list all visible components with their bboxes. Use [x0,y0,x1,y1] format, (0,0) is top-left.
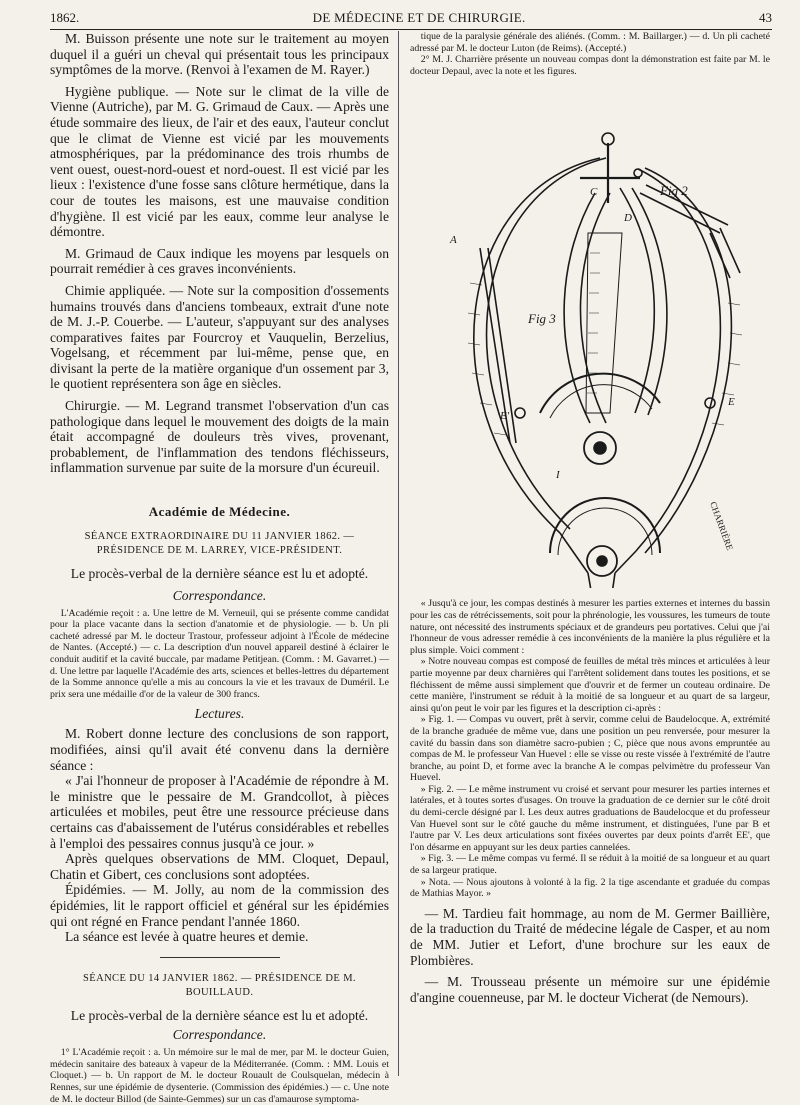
quote-description: » Notre nouveau compas est composé de feuilles de métal très minces et articulées à leur partie moyenne par deux charnières qui l'arrêtent solidement dans toutes les positions, et se fléchissent de même aussi simplement que d'ouvrir et de fermer un couteau ordinaire. De cette manière, l'instrument se réduit à la moitié de sa longueur et au quart de sa largeur, ainsi qu'on peut le voir par les figures et la description ci-après : [410,656,770,714]
right-continuation: tique de la paralysie générale des aliénés. (Comm. : M. Baillarger.) — d. Un pli cacheté adressé par M. le docteur Luton (de Reims). (Accepté.) [410,31,770,54]
compas-engraving [410,83,770,588]
nota: » Nota. — Nous ajoutons à volonté à la fig. 2 la tige ascendante et graduée du compas de Mathias Mayor. » [410,876,770,900]
correspondance-2-text: 1° L'Académie reçoit : a. Un mémoire sur le mal de mer, par M. le docteur Guien, médecin sanitaire des bateaux à vapeur de la Méditerranée. (Comm. : MM. Louis et Cloquet.) — b. Un rapport de M. le docteur Rouault de Coulsquelan, médecin à Rennes, sur une épidémie de dysenterie. (Commission des épidémies.) — c. Une note de M. le docteur Billod (de Sainte-Gemmes) sur un cas d'amaurose symptoma- [50,1047,389,1105]
column-divider [398,31,399,1076]
left-column [50,31,389,1105]
lectures-levee: La séance est levée à quatre heures et demie. [64,929,309,945]
lectures-observations: Après quelques observations de MM. Cloquet, Depaul, Chatin et Gibert, ces conclusions sont adoptées. [50,851,389,882]
label-I: I [556,469,560,482]
right-column [410,31,770,1011]
subheading-correspondance-1: Correspondance. [172,587,267,603]
subheading-lectures: Lectures. [194,706,245,722]
label-C: C [590,186,598,199]
header-year: 1862. [50,10,80,25]
paragraph-trousseau: — M. Trousseau présente un mémoire sur une épidémie d'angine couenneuse, par M. le docteur Vicherat (de Nemours). [410,974,770,1005]
lectures-epidemies: Épidémies. — M. Jolly, au nom de la commission des épidémies, lit le rapport officiel et général sur les épidémies qui ont régné en France pendant l'année 1860. [50,882,389,929]
subheading-correspondance-2: Correspondance. [172,1027,267,1043]
right-charriere: 2° M. J. Charrière présente un nouveau compas dont la démonstration est faite par M. le docteur Depaul, avec la note et les figures. [410,54,770,77]
paragraph-chimie: Chimie appliquée. — Note sur la composition d'ossements humains trouvés dans d'anciens tombeaux, extrait d'une note de M. J.-P. Couerbe. — L'auteur, s'appuyant sur des analyses comparatives faites par Fourcroy et Vauquelin, Berzelius, Vogelsang, et récemment par lui-même, pense que, en divisant la perte de la matière organique d'un ossement par 3, le quotient représentera son âge en siècles. [50,282,389,392]
correspondance-1-text: L'Académie reçoit : a. Une lettre de M. Verneuil, qui se présente comme candidat pour la place vacante dans la section d'anatomie et de physiologie. — b. Un pli cacheté adressé par M. le docteur Trastour, professeur adjoint à l'École de médecine de Nantes. (Accepté.) — c. La description d'un nouvel appareil destiné à éclairer le conduit auditif et la cavité buccale, par madame Petitjean. (Comm. : M. Gavarret.) — d. Une lettre par laquelle l'Académie des arts, sciences et belles-lettres du département de la Somme annonce qu'elle a mis au concours la vie et les travaux de Duméril. Le prix sera une médaille d'or de la valeur de 300 francs. [50,607,389,700]
label-E: E [728,396,735,409]
lectures-quote: « J'ai l'honneur de proposer à l'Académie de répondre à M. le ministre que le pessaire de M. Grandcollot, à pièces articulées et mobiles, peut être une ressource précieuse dans certains cas d'abaissement de l'utérus considérables et rebelles à l'emploi des pessaires connus jusqu'à ce jour. » [50,773,389,851]
figure-2-caption: » Fig. 2. — Le même instrument vu croisé et servant pour mesurer les parties internes et latérales, et à toutes sortes d'usages. On trouve la graduation de ce dernier sur le côté droit du demi-cercle désigné par I. Les deux autres graduations de Baudelocque et du professeur Van Huevel sont sur le côté gauche du même instrument, et distinguées, l'une par B et l'autre par V. Les deux articulations sont fixées ouvertes par deux points d'arrêt EE', que l'on désarme en appuyant sur les deux parties cannelées. [410,783,770,853]
label-fig2: Fig 2 [660,183,688,199]
paragraph-tardieu: — M. Tardieu fait hommage, au nom de M. Germer Baillière, de la traduction du Traité de médecine légale de Casper, et au nom de MM. Jutier et Lefort, d'une brochure sur les eaux de Plombières. [410,905,770,968]
label-fig3: Fig 3 [528,311,556,327]
paragraph-chirurgie: Chirurgie. — M. Legrand transmet l'observation d'un cas pathologique dans lequel le mouvement des doigts de la main était accompagné de douleurs très vives, provenant, probablement, de l'inflammation des tendons fléchisseurs, inflammation survenue par suite de la morsure d'un écureuil. [50,398,389,476]
running-header [50,4,772,30]
label-D: D [624,212,632,225]
left-outer-arm [474,158,600,533]
paragraph-grimaud: M. Grimaud de Caux indique les moyens par lesquels on pourrait remédier à ces graves inconvénients. [50,245,389,277]
seance-heading-1: SÉANCE EXTRAORDINAIRE DU 11 JANVIER 1862. — PRÉSIDENCE DE M. LARREY, VICE-PRÉSIDENT. [84,531,355,557]
engraving-charriere: CHARRIÈRE [708,500,735,552]
paragraph-hygiene: Hygiène publique. — Note sur le climat de la ville de Vienne (Autriche), par M. G. Grimaud de Caux. — Après une étude sommaire des lieux, de l'air et des eaux, l'auteur conclut que le climat de Vienne est vicié par les mouvements atmosphériques, par la prédominance des trois rhumbs de vent ouest, ouest-nord-ouest et nord-ouest. Il est vicié par les lieux : l'existence d'une fosse sans clôture hermétique, dans la cour de toutes les maisons, est une mauvaise condition d'hygiène. Il est vicié par les eaux, comme leur analyse le démontre. [50,83,389,240]
label-E-prime: E' [500,410,510,423]
section-rule [160,957,280,958]
figure-1-caption: » Fig. 1. — Compas vu ouvert, prêt à servir, comme celui de Baudelocque. A, extrémité de la branche graduée de même vue, dans une position un peu renversée, pour mesurer la cavité du bassin dans son diamètre sacro-pubien ; C, pièce que nous avons empruntée au compas de M. le professeur Van Huevel : elle se visse ou reste vissée à l'extrémité de l'autre branche, au point D, et forme avec la branche A le compas pelvimètre du professeur Van Huevel. [410,714,770,784]
label-A: A [450,234,457,247]
figure-3-caption: » Fig. 3. — Le même compas vu fermé. Il se réduit à la moitié de sa longueur et au quart de sa largeur pratique. [410,853,770,877]
proces-verbal-1: Le procès-verbal de la dernière séance est lu et adopté. [70,566,369,582]
seance-heading-2: SÉANCE DU 14 JANVIER 1862. — PRÉSIDENCE DE M. BOUILLAUD. [83,972,356,998]
compas-figure [410,83,770,588]
paragraph-buisson: M. Buisson présente une note sur le traitement au moyen duquel il a guéri un cheval qui présentait tous les principaux symptômes de la morve. (Renvoi à l'examen de M. Rayer.) [50,31,389,78]
fig3-arm-a [564,193,595,423]
section-title-academie: Académie de Médecine. [148,504,291,520]
lectures-robert: M. Robert donne lecture des conclusions de son rapport, modifiées, ainsi qu'il avait été convenu dans la dernière séance : [50,726,389,773]
quote-intro: « Jusqu'à ce jour, les compas destinés à mesurer les parties externes et internes du bassin pour les cas de rétrécissements, soit pour la phrénologie, les voussures, les tumeurs de toute nature, ont nécessité des instruments spéciaux et de grandeurs peu portatives. Celui que j'ai l'honneur de vous adresser remédie à ces inconvénients de la manière la plus régulière et la plus simple. Voici comment : [410,598,770,656]
header-journal-title: DE MÉDECINE ET DE CHIRURGIE. [312,10,526,25]
page-number: 43 [758,10,772,25]
proces-verbal-2: Le procès-verbal de la dernière séance est lu et adopté. [70,1007,369,1023]
